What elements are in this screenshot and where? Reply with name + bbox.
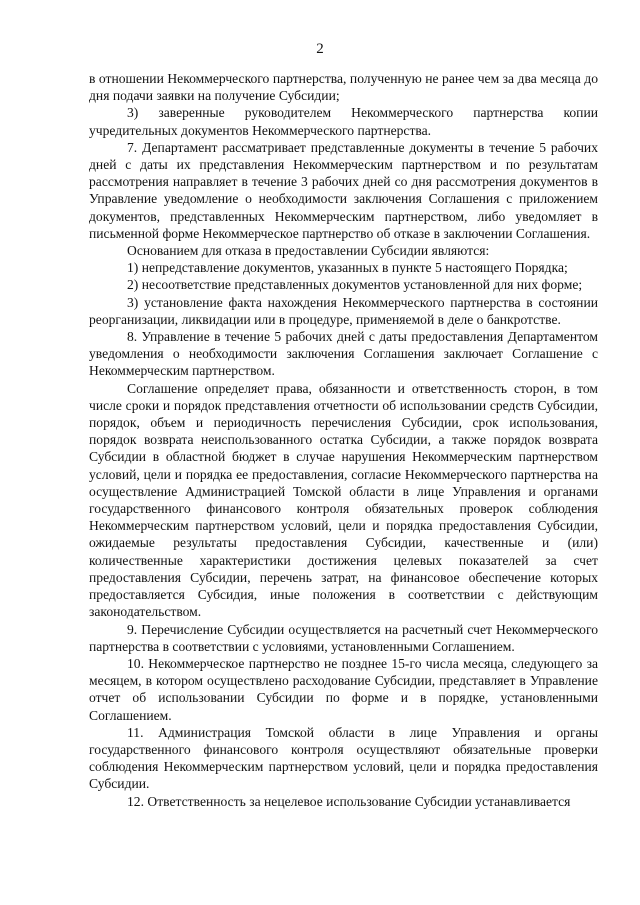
paragraph-refusal-grounds: Основанием для отказа в предоставлении Субсидии являются: <box>127 243 490 259</box>
paragraph-ground-2: 2) несоответствие представленных документов установленной для них форме; <box>127 277 583 293</box>
paragraph-12: 12. Ответственность за нецелевое использование Субсидии устанавливается <box>127 793 571 809</box>
paragraph-continuation: в отношении Некоммерческого партнерства, полученную не ранее чем за два месяца до дня подачи заявки на получение Субсидии; <box>89 71 598 104</box>
paragraph-11: 11. Администрация Томской области в лице Управления и органы государственного финансового контроля осуществляют обязательные проверки соблюдения Некоммерческим партнерством условий, цели и порядка предоставления Субсидии. <box>89 724 598 792</box>
paragraph-7: 7. Департамент рассматривает представленные документы в течение 5 рабочих дней с даты их представления Некоммерческим партнерством и по результатам рассмотрения направляет в течение 3 рабочих дней со дня рассмотрения документов в Управление уведомление о необходимости заключения Соглашения с приложением документов, представленных Некоммерческим партнерством, либо уведомляет в письменной форме Некоммерческое партнерство об отказе в заключении Соглашения. <box>89 139 598 241</box>
paragraph-item-3-copies: 3) заверенные руководителем Некоммерческого партнерства копии учредительных документов Некоммерческого партнерства. <box>89 105 598 138</box>
page-number: 2 <box>316 41 324 57</box>
paragraph-ground-1: 1) непредставление документов, указанных в пункте 5 настоящего Порядка; <box>127 260 568 276</box>
paragraph-ground-3: 3) установление факта нахождения Некоммерческого партнерства в состоянии реорганизации, ликвидации или в процедуре, применяемой в деле о банкротстве. <box>89 294 598 327</box>
document-body <box>89 70 598 810</box>
paragraph-agreement-terms: Соглашение определяет права, обязанности и ответственность сторон, в том числе сроки и порядок представления отчетности об использовании средств Субсидии, порядок, объем и периодичность перечисления Субсидии, срок использования, порядок возврата неиспользованного остатка Субсидии, а также порядок возврата Субсидии в областной бюджет в случае нарушения Некоммерческим партнерством условий, цели и порядка ее предоставления, согласие Некоммерческого партнерства на осуществление Администрацией Томской области в лице Управления и органами государственного финансового контроля обязательных проверок соблюдения Некоммерческим партнерством условий, цели и порядка предоставления Субсидии, ожидаемые результаты предоставления Субсидии, качественные и (или) количественные характеристики достижения целевых показателей за счет предоставления Субсидии, перечень затрат, на финансовое обеспечение которых предоставляется Субсидия, иные положения в соответствии с действующим законодательством. <box>89 380 598 620</box>
paragraph-10: 10. Некоммерческое партнерство не позднее 15-го числа месяца, следующего за месяцем, в котором осуществлено расходование Субсидии, представляет в Управление отчет об использовании Субсидии по форме и в порядке, установленными Соглашением. <box>89 655 598 723</box>
paragraph-9: 9. Перечисление Субсидии осуществляется на расчетный счет Некоммерческого партнерства в соответствии с условиями, установленными Соглашением. <box>89 621 598 654</box>
paragraph-8: 8. Управление в течение 5 рабочих дней с даты предоставления Департаментом уведомления о необходимости заключения Соглашения заключает Соглашение с Некоммерческим партнерством. <box>89 329 598 379</box>
